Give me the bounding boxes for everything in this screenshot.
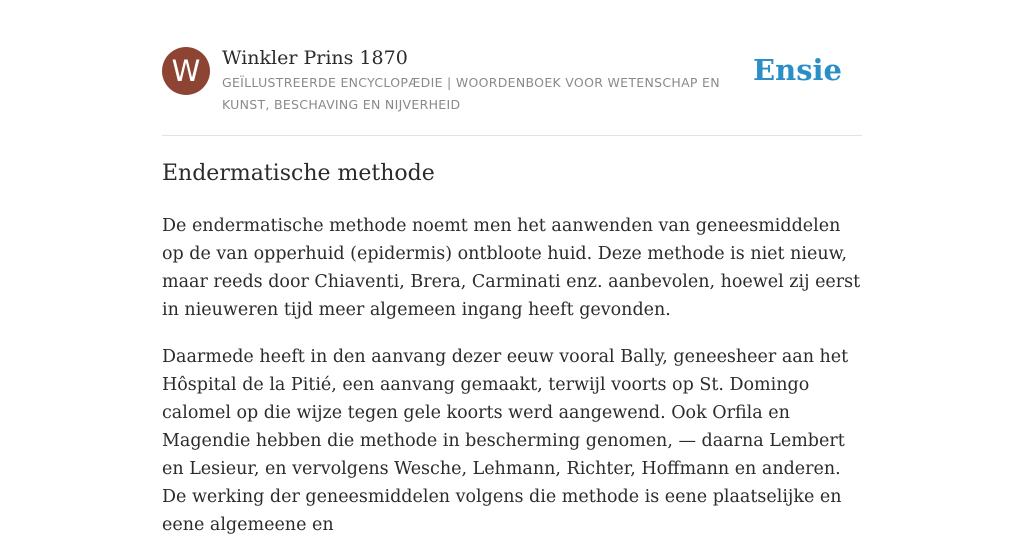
source-avatar[interactable]: W (162, 47, 210, 95)
source-subtitle: GEÏLLUSTREERDE ENCYCLOPÆDIE | WOORDENBOEK VOOR WETENSCHAP EN KUNST, BESCHAVING EN NIJVERHEID (222, 75, 720, 112)
article-paragraph: Daarmede heeft in den aanvang dezer eeuw vooral Bally, geneesheer aan het Hôspital de la Pitié, een aanvang gemaakt, terwijl voorts op St. Domingo calomel op die wijze tegen gele koorts werd aangewend. Ook Orfila en Magendie hebben die methode in bescherming genomen, — daarna Lembert en Lesieur, en vervolgens Wesche, Lehmann, Richter, Hoffmann en anderen. De werking der geneesmiddelen volgens die methode is eene plaatselijke en eene algemeene en (162, 347, 849, 535)
article-paragraph: De endermatische methode noemt men het aanwenden van geneesmiddelen op de van opperhuid (epidermis) ontbloote huid. Deze methode is niet nieuw, maar reeds door Chiaventi, Brera, Carminati enz. aanbevolen, hoewel zij eerst in nieuweren tijd meer algemeen ingang heeft gevonden. (162, 216, 861, 320)
article-title: Endermatische methode (162, 161, 435, 186)
source-header (162, 44, 862, 136)
page-container (162, 44, 862, 539)
ensie-logo[interactable]: Ensie (753, 53, 842, 87)
source-title-link[interactable]: Winkler Prins 1870 (222, 47, 408, 69)
